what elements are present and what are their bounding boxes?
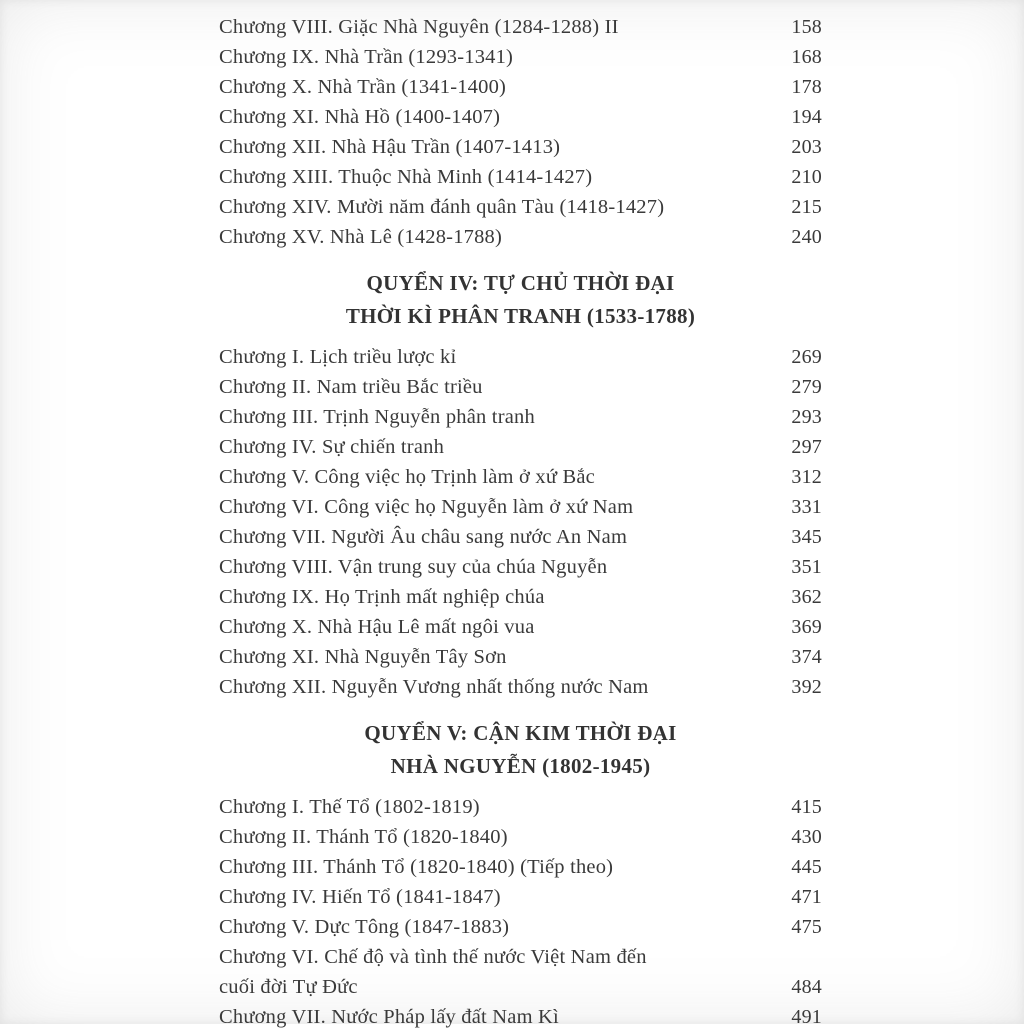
page-number: 415 <box>791 796 822 818</box>
chapter-title <box>219 192 776 222</box>
section-heading-line: QUYỂN V: CẬN KIM THỜI ĐẠI <box>364 721 677 745</box>
chapter-title <box>219 522 776 552</box>
chapter-title <box>219 942 776 1002</box>
toc-section <box>219 267 822 702</box>
chapter-title <box>219 342 776 372</box>
chapter-title-line: Chương I. Lịch triều lược kỉ <box>219 346 457 368</box>
toc-entry <box>219 72 822 102</box>
page-number: 158 <box>791 16 822 38</box>
chapter-title-line: Chương III. Trịnh Nguyễn phân tranh <box>219 406 535 428</box>
page-number: 369 <box>791 616 822 638</box>
page-number: 331 <box>791 496 822 518</box>
chapter-title <box>219 912 776 942</box>
chapter-title <box>219 822 776 852</box>
page-number: 312 <box>791 466 822 488</box>
page-number: 475 <box>791 916 822 938</box>
page-number: 484 <box>791 976 822 998</box>
chapter-title-line: Chương IV. Hiến Tổ (1841-1847) <box>219 886 501 908</box>
chapter-title-line: Chương V. Công việc họ Trịnh làm ở xứ Bắc <box>219 466 595 488</box>
chapter-title <box>219 402 776 432</box>
toc-entry <box>219 342 822 372</box>
page-number: 269 <box>791 346 822 368</box>
chapter-title <box>219 672 776 702</box>
page-number: 430 <box>791 826 822 848</box>
chapter-title <box>219 852 776 882</box>
toc-section <box>219 717 822 1032</box>
toc-section <box>219 12 822 252</box>
section-heading-line: NHÀ NGUYỄN (1802-1945) <box>390 754 651 778</box>
chapter-title-line: Chương IX. Họ Trịnh mất nghiệp chúa <box>219 586 545 608</box>
chapter-title <box>219 882 776 912</box>
page-number: 297 <box>791 436 822 458</box>
chapter-title-line: Chương VII. Nước Pháp lấy đất Nam Kì <box>219 1006 559 1028</box>
chapter-title-line: Chương V. Dực Tông (1847-1883) <box>219 916 510 938</box>
toc-entry <box>219 492 822 522</box>
chapter-title-line: Chương XI. Nhà Hồ (1400-1407) <box>219 106 501 128</box>
toc-entry <box>219 882 822 912</box>
section-heading-line: QUYỂN IV: TỰ CHỦ THỜI ĐẠI <box>366 271 675 295</box>
chapter-title-line: Chương IX. Nhà Trần (1293-1341) <box>219 46 514 68</box>
toc-entry <box>219 552 822 582</box>
chapter-title-line: Chương XIV. Mười năm đánh quân Tàu (1418-1427) <box>219 196 665 218</box>
chapter-title <box>219 372 776 402</box>
page-number: 293 <box>791 406 822 428</box>
page-number: 279 <box>791 376 822 398</box>
toc-entry <box>219 942 822 1002</box>
chapter-title-line: Chương VII. Người Âu châu sang nước An Nam <box>219 526 628 548</box>
toc-entry <box>219 132 822 162</box>
chapter-title <box>219 432 776 462</box>
chapter-title-line: Chương XIII. Thuộc Nhà Minh (1414-1427) <box>219 166 593 188</box>
chapter-title-line: cuối đời Tự Đức <box>219 976 358 998</box>
toc-entry <box>219 192 822 222</box>
page-number: 471 <box>791 886 822 908</box>
chapter-title <box>219 582 776 612</box>
toc-entry <box>219 42 822 72</box>
chapter-title-line: Chương III. Thánh Tổ (1820-1840) (Tiếp theo) <box>219 856 614 878</box>
toc-entry <box>219 402 822 432</box>
chapter-title-line: Chương XII. Nguyễn Vương nhất thống nước Nam <box>219 676 649 698</box>
section-heading-block <box>219 267 822 333</box>
chapter-title-line: Chương II. Nam triều Bắc triều <box>219 376 483 398</box>
chapter-title-line: Chương II. Thánh Tổ (1820-1840) <box>219 826 508 848</box>
toc-entry <box>219 792 822 822</box>
toc-entry <box>219 462 822 492</box>
chapter-title-line: Chương VI. Công việc họ Nguyễn làm ở xứ Nam <box>219 496 634 518</box>
chapter-title-line: Chương IV. Sự chiến tranh <box>219 436 445 458</box>
toc-entry <box>219 582 822 612</box>
chapter-title <box>219 132 776 162</box>
toc-entry <box>219 1002 822 1032</box>
toc-entry <box>219 522 822 552</box>
page-number: 362 <box>791 586 822 608</box>
toc-entry <box>219 612 822 642</box>
toc <box>219 12 822 1032</box>
page-number: 240 <box>791 226 822 248</box>
page-number: 345 <box>791 526 822 548</box>
toc-entry <box>219 852 822 882</box>
page-number: 194 <box>791 106 822 128</box>
chapter-title-line: Chương XII. Nhà Hậu Trần (1407-1413) <box>219 136 561 158</box>
chapter-title <box>219 492 776 522</box>
chapter-title <box>219 42 776 72</box>
chapter-title <box>219 72 776 102</box>
chapter-title-line: Chương X. Nhà Trần (1341-1400) <box>219 76 507 98</box>
page-number: 392 <box>791 676 822 698</box>
page-number: 215 <box>791 196 822 218</box>
chapter-title <box>219 162 776 192</box>
page-number: 491 <box>791 1006 822 1028</box>
chapter-title-line: Chương I. Thế Tổ (1802-1819) <box>219 796 480 818</box>
chapter-title-line: Chương X. Nhà Hậu Lê mất ngôi vua <box>219 616 535 638</box>
toc-entry <box>219 672 822 702</box>
toc-entry <box>219 102 822 132</box>
chapter-title <box>219 12 776 42</box>
toc-entry <box>219 822 822 852</box>
toc-entry <box>219 432 822 462</box>
chapter-title-line: Chương XI. Nhà Nguyễn Tây Sơn <box>219 646 507 668</box>
chapter-title <box>219 792 776 822</box>
toc-entry <box>219 12 822 42</box>
toc-entry <box>219 912 822 942</box>
chapter-title-line: Chương XV. Nhà Lê (1428-1788) <box>219 226 503 248</box>
chapter-title <box>219 1002 776 1032</box>
section-heading-block <box>219 717 822 783</box>
page-number: 203 <box>791 136 822 158</box>
chapter-title <box>219 222 776 252</box>
page-number: 445 <box>791 856 822 878</box>
toc-entry <box>219 162 822 192</box>
chapter-title <box>219 552 776 582</box>
page-number: 351 <box>791 556 822 578</box>
chapter-title <box>219 612 776 642</box>
page-number: 374 <box>791 646 822 668</box>
toc-entry <box>219 372 822 402</box>
toc-entry <box>219 222 822 252</box>
page-number: 178 <box>791 76 822 98</box>
chapter-title-line: Chương VI. Chế độ và tình thế nước Việt Nam đến <box>219 946 647 968</box>
page-number: 210 <box>791 166 822 188</box>
chapter-title-line: Chương VIII. Vận trung suy của chúa Nguyễn <box>219 556 608 578</box>
page-number: 168 <box>791 46 822 68</box>
chapter-title <box>219 462 776 492</box>
toc-entry <box>219 642 822 672</box>
chapter-title <box>219 642 776 672</box>
section-heading-line: THỜI KÌ PHÂN TRANH (1533-1788) <box>345 304 696 328</box>
chapter-title <box>219 102 776 132</box>
chapter-title-line: Chương VIII. Giặc Nhà Nguyên (1284-1288) II <box>219 16 619 38</box>
